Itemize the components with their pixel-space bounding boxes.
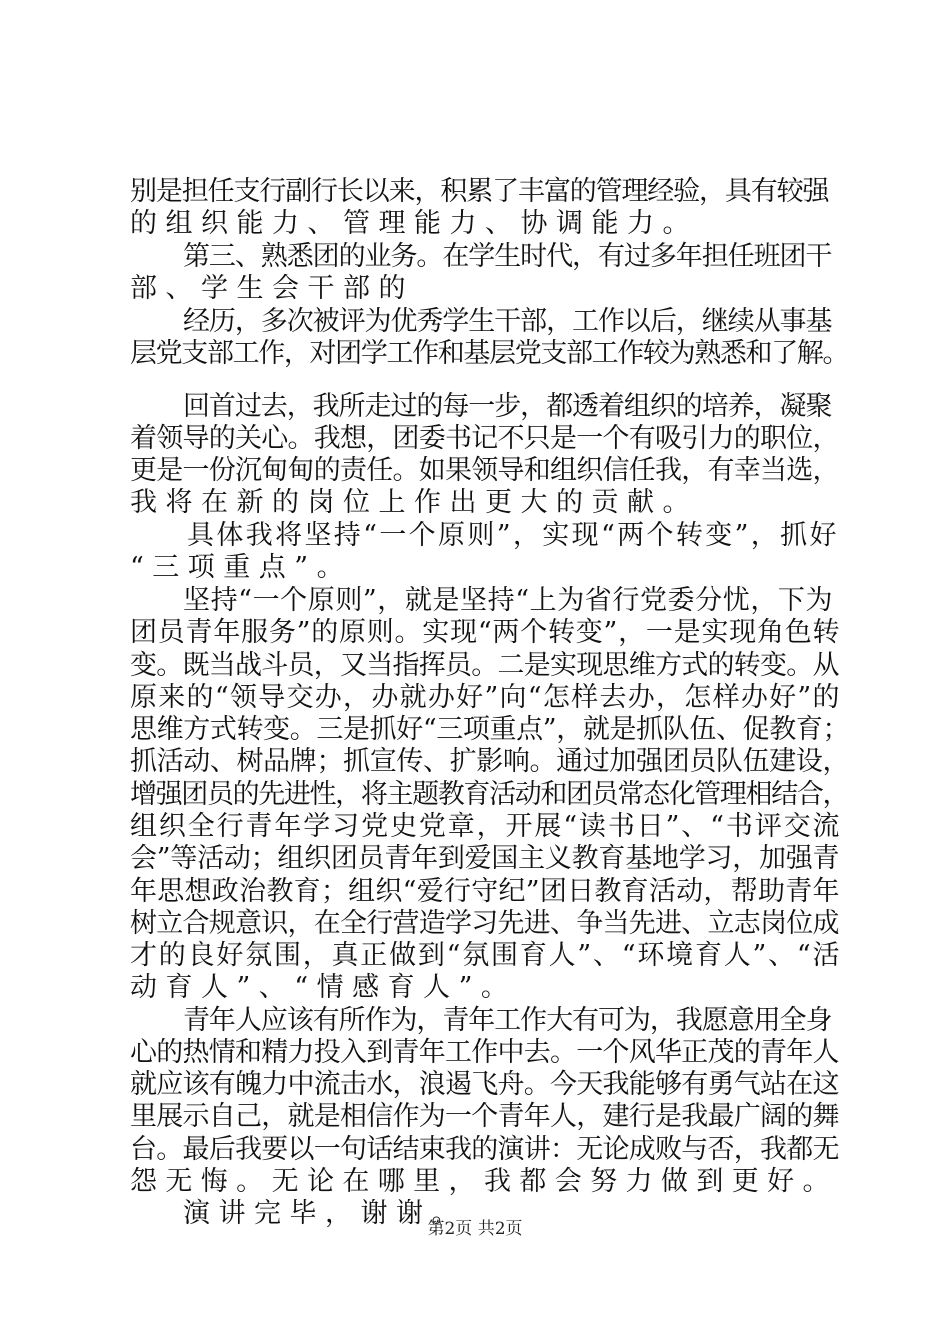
body-line: 里展示自己，就是相信作为一个青年人，建行是我最广阔的舞 — [130, 1101, 839, 1132]
page-number: 第2页 共2页 — [427, 1219, 523, 1239]
body-line: 台。最后我要以一句话结束我的演讲：无论成败与否，我都无 — [130, 1134, 839, 1165]
body-line: 就应该有魄力中流击水，浪遏飞舟。今天我能够有勇气站在这 — [130, 1069, 839, 1100]
body-line: 坚持“一个原则”，就是坚持“上为省行党委分忧，下为 — [183, 585, 834, 616]
body-line: 怨无悔。无论在哪里，我都会努力做到更好。 — [130, 1166, 838, 1197]
body-line: 变。既当战斗员，又当指挥员。二是实现思维方式的转变。从 — [130, 650, 839, 681]
body-line: 演讲完毕，谢谢。 — [183, 1198, 467, 1229]
body-line: 思维方式转变。三是抓好“三项重点”，就是抓队伍、促教育； — [130, 714, 850, 745]
body-line: 第三、熟悉团的业务。在学生时代，有过多年担任班团干 — [183, 241, 832, 272]
body-line: 增强团员的先进性，将主题教育活动和团员常态化管理相结合， — [130, 779, 849, 810]
body-line: 更是一份沉甸甸的责任。如果领导和组织信任我，有幸当选， — [130, 455, 839, 486]
body-line: 部、学生会干部的 — [130, 273, 414, 304]
body-line: “三项重点”。 — [130, 552, 353, 583]
body-line: 会”等活动；组织团员青年到爱国主义教育基地学习，加强青 — [130, 843, 840, 874]
body-line: 团员青年服务”的原则。实现“两个转变”，一是实现角色转 — [130, 617, 841, 648]
body-line: 层党支部工作，对团学工作和基层党支部工作较为熟悉和了解。 — [130, 338, 849, 369]
body-line: 青年人应该有所作为，青年工作大有可为，我愿意用全身 — [183, 1005, 832, 1036]
body-line: 我将在新的岗位上作出更大的贡献。 — [130, 487, 698, 518]
body-line: 年思想政治教育；组织“爱行守纪”团日教育活动，帮助青年 — [130, 876, 840, 907]
body-line: 原来的“领导交办，办就办好”向“怎样去办，怎样办好”的 — [130, 682, 841, 713]
body-line: 着领导的关心。我想，团委书记不只是一个有吸引力的职位， — [130, 423, 839, 454]
body-line: 心的热情和精力投入到青年工作中去。一个风华正茂的青年人 — [130, 1037, 839, 1068]
body-line: 具体我将坚持“一个原则”，实现“两个转变”，抓好 — [187, 520, 839, 551]
body-line: 经历，多次被评为优秀学生干部，工作以后，继续从事基 — [183, 306, 832, 337]
body-line: 抓活动、树品牌；抓宣传、扩影响。通过加强团员队伍建设， — [130, 746, 850, 777]
body-line: 组织全行青年学习党史党章，开展“读书日”、“书评交流 — [130, 811, 842, 842]
body-line: 动育人”、“情感育人”。 — [130, 972, 517, 1003]
body-line: 的组织能力、管理能力、协调能力。 — [130, 208, 698, 239]
body-line: 别是担任支行副行长以来，积累了丰富的管理经验，具有较强 — [130, 176, 829, 207]
body-line: 才的良好氛围，真正做到“氛围育人”、“环境育人”、“活 — [130, 940, 842, 971]
body-line: 回首过去，我所走过的每一步，都透着组织的培养，凝聚 — [183, 391, 832, 422]
body-line: 树立合规意识，在全行营造学习先进、争当先进、立志岗位成 — [130, 908, 839, 939]
